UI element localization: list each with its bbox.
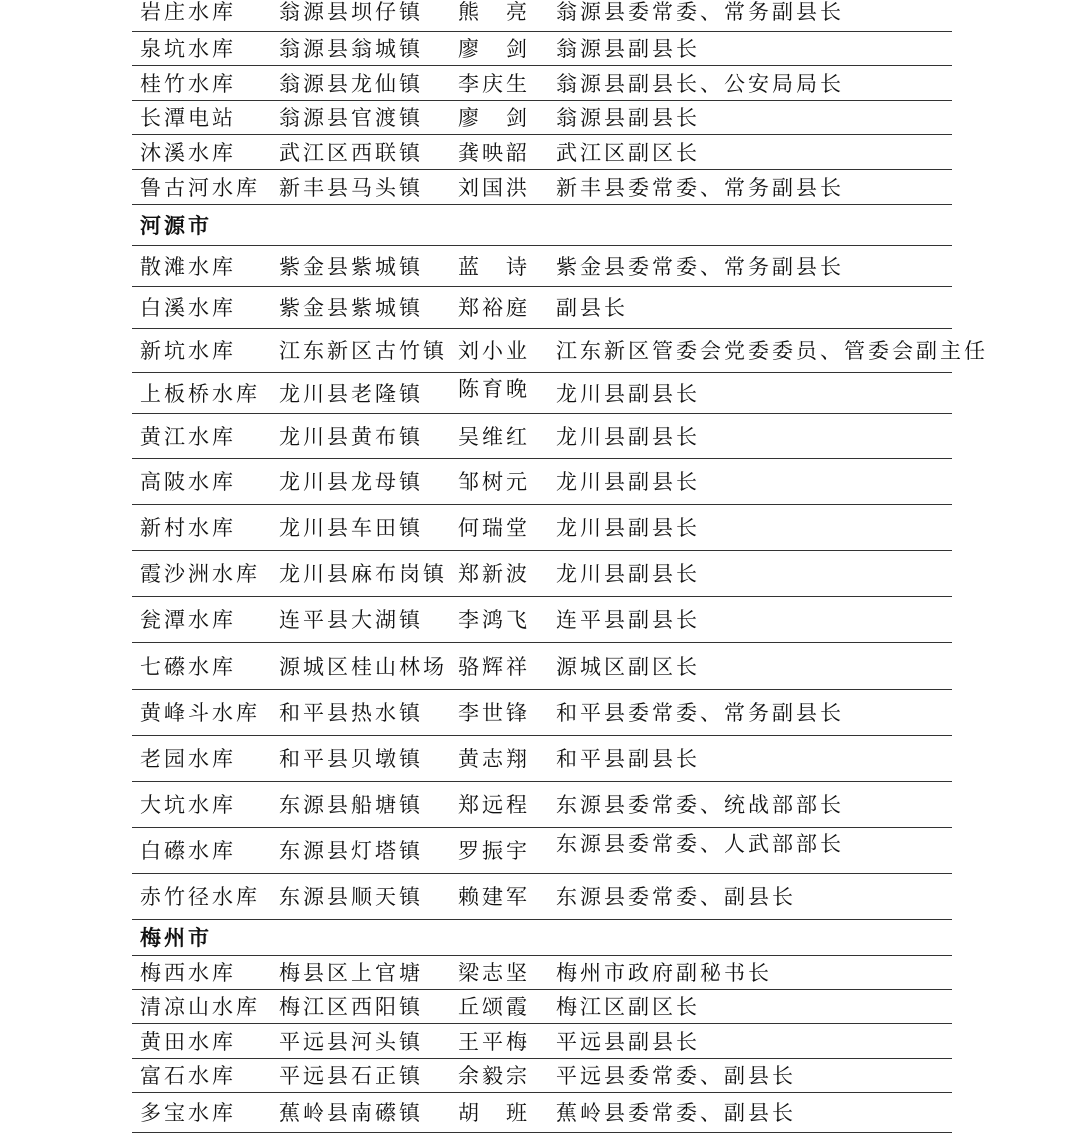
person-title: 龙川县副县长 [556,470,700,494]
reservoir-location: 紫金县紫城镇 [279,296,423,320]
responsible-person: 李庆生 [458,72,530,96]
table-row [132,66,952,101]
reservoir-name: 老园水库 [140,747,236,771]
reservoir-location: 江东新区古竹镇 [279,339,447,363]
responsible-person: 李鸿飞 [458,608,530,632]
reservoir-location: 蕉岭县南礤镇 [279,1101,423,1125]
responsible-person: 郑裕庭 [458,296,530,320]
person-title: 翁源县副县长、公安局局长 [556,72,844,96]
reservoir-name: 鲁古河水库 [140,176,260,200]
reservoir-name: 桂竹水库 [140,72,236,96]
region-name: 梅州市 [140,925,212,950]
table-row [132,135,952,170]
reservoir-name: 大坑水库 [140,793,236,817]
person-title: 平远县副县长 [556,1030,700,1054]
reservoir-name: 上板桥水库 [140,382,260,406]
reservoir-name: 高陂水库 [140,470,236,494]
person-title: 蕉岭县委常委、副县长 [556,1101,796,1125]
reservoir-location: 龙川县黄布镇 [279,425,423,449]
table-row [132,690,952,736]
person-title: 龙川县副县长 [556,382,700,406]
person-title: 紫金县委常委、常务副县长 [556,255,844,279]
table-row [132,551,952,597]
responsible-person: 黄志翔 [458,747,530,771]
table-row [132,874,952,920]
person-title: 梅江区副区长 [556,995,700,1019]
person-title: 源城区副区长 [556,655,700,679]
reservoir-name: 霞沙洲水库 [140,562,260,586]
reservoir-location: 平远县河头镇 [279,1030,423,1054]
reservoir-location: 龙川县老隆镇 [279,382,423,406]
table-row [132,736,952,782]
reservoir-name: 富石水库 [140,1064,236,1088]
reservoir-name: 新村水库 [140,516,236,540]
person-title: 梅州市政府副秘书长 [556,961,772,985]
person-title: 武江区副区长 [556,141,700,165]
person-title: 新丰县委常委、常务副县长 [556,176,844,200]
reservoir-name: 新坑水库 [140,339,236,363]
table-row [132,373,952,414]
table-row [132,505,952,551]
responsible-person: 刘小业 [458,339,530,363]
responsible-person: 吴维红 [458,425,530,449]
table-row [132,246,952,287]
region-header [132,920,952,956]
table-row [132,414,952,459]
person-title: 翁源县副县长 [556,106,700,130]
reservoir-location: 梅江区西阳镇 [279,995,423,1019]
reservoir-name: 梅西水库 [140,961,236,985]
reservoir-name: 沐溪水库 [140,141,236,165]
table-row [132,1059,952,1093]
reservoir-location: 源城区桂山林场 [279,655,447,679]
table-row [132,287,952,329]
person-title: 东源县委常委、副县长 [556,885,796,909]
region-header [132,205,952,246]
reservoir-name: 瓮潭水库 [140,608,236,632]
responsible-person: 郑远程 [458,793,530,817]
table-row [132,1024,952,1059]
responsible-person: 廖 剑 [458,37,530,61]
reservoir-location: 和平县贝墩镇 [279,747,423,771]
reservoir-location: 翁源县翁城镇 [279,37,423,61]
reservoir-location: 梅县区上官塘 [279,961,423,985]
reservoir-location: 平远县石正镇 [279,1064,423,1088]
responsible-person: 刘国洪 [458,176,530,200]
responsible-person: 丘颂霞 [458,995,530,1019]
reservoir-location: 龙川县车田镇 [279,516,423,540]
table-row [132,828,952,874]
person-title: 副县长 [556,296,628,320]
reservoir-name: 长潭电站 [140,106,236,130]
reservoir-name: 白溪水库 [140,296,236,320]
person-title: 江东新区管委会党委委员、管委会副主任 [556,339,988,363]
table-row [132,32,952,66]
table-row [132,990,952,1024]
reservoir-location: 翁源县坝仔镇 [279,0,423,24]
reservoir-location: 东源县顺天镇 [279,885,423,909]
reservoir-name: 七礤水库 [140,655,236,679]
responsible-person: 熊 亮 [458,0,530,24]
responsible-person: 何瑞堂 [458,516,530,540]
table-row [132,782,952,828]
table-row [132,597,952,643]
reservoir-name: 散滩水库 [140,255,236,279]
responsible-person: 廖 剑 [458,106,530,130]
table-row [132,1093,952,1133]
responsible-person: 郑新波 [458,562,530,586]
responsible-person: 陈育晚 [458,377,530,401]
reservoir-name: 多宝水库 [140,1101,236,1125]
responsible-person: 邹树元 [458,470,530,494]
responsible-person: 骆辉祥 [458,655,530,679]
person-title: 和平县副县长 [556,747,700,771]
reservoir-location: 紫金县紫城镇 [279,255,423,279]
table-row [132,643,952,690]
reservoir-location: 东源县灯塔镇 [279,839,423,863]
table-row [132,0,952,32]
table-row [132,956,952,990]
table-row [132,459,952,505]
table-row [132,329,988,373]
person-title: 翁源县委常委、常务副县长 [556,0,844,24]
region-name: 河源市 [140,213,212,238]
person-title: 连平县副县长 [556,608,700,632]
responsible-person: 赖建军 [458,885,530,909]
table-row [132,170,952,205]
reservoir-name: 黄江水库 [140,425,236,449]
person-title: 东源县委常委、人武部部长 [556,832,844,856]
responsible-person: 李世锋 [458,701,530,725]
reservoir-name: 赤竹径水库 [140,885,260,909]
reservoir-name: 黄田水库 [140,1030,236,1054]
reservoir-name: 岩庄水库 [140,0,236,24]
person-title: 和平县委常委、常务副县长 [556,701,844,725]
reservoir-location: 连平县大湖镇 [279,608,423,632]
responsible-person: 王平梅 [458,1030,530,1054]
responsible-person: 胡 班 [458,1101,530,1125]
person-title: 东源县委常委、统战部部长 [556,793,844,817]
reservoir-name: 清凉山水库 [140,995,260,1019]
person-title: 翁源县副县长 [556,37,700,61]
reservoir-location: 翁源县龙仙镇 [279,72,423,96]
reservoir-location: 龙川县龙母镇 [279,470,423,494]
reservoir-location: 翁源县官渡镇 [279,106,423,130]
responsible-person: 梁志坚 [458,961,530,985]
reservoir-name: 白礤水库 [140,839,236,863]
responsible-person: 罗振宇 [458,839,530,863]
reservoir-location: 龙川县麻布岗镇 [279,562,447,586]
reservoir-location: 和平县热水镇 [279,701,423,725]
person-title: 龙川县副县长 [556,516,700,540]
reservoir-location: 新丰县马头镇 [279,176,423,200]
reservoir-name: 泉坑水库 [140,37,236,61]
responsible-person: 蓝 诗 [458,255,530,279]
responsible-person: 余毅宗 [458,1064,530,1088]
table-row [132,101,952,135]
reservoir-name: 黄峰斗水库 [140,701,260,725]
responsible-person: 龚映韶 [458,141,530,165]
reservoir-location: 东源县船塘镇 [279,793,423,817]
reservoir-location: 武江区西联镇 [279,141,423,165]
person-title: 龙川县副县长 [556,425,700,449]
person-title: 平远县委常委、副县长 [556,1064,796,1088]
person-title: 龙川县副县长 [556,562,700,586]
